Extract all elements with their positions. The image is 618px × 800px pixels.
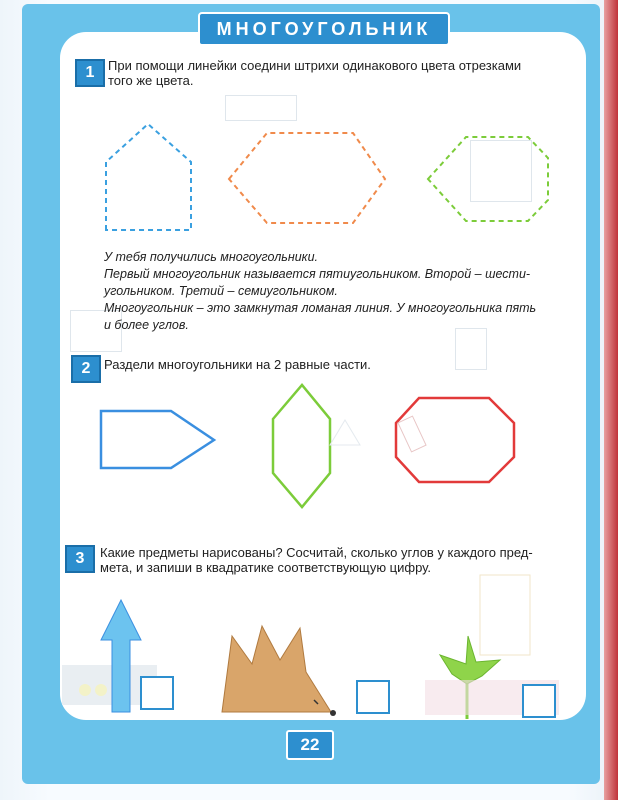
dashed-hexagon xyxy=(229,133,385,223)
blue-pentagon xyxy=(101,411,214,468)
explanation-line-4: Многоугольник – это замкнутая ломаная линия. У многоугольника пять xyxy=(104,301,537,315)
task-3-text xyxy=(100,545,533,575)
red-octagon xyxy=(396,398,514,482)
explanation-line-5: и более углов. xyxy=(104,318,189,332)
dashed-heptagon xyxy=(428,137,548,221)
task-3-line-2: мета, и запиши в квадратике соответствующую цифру. xyxy=(100,560,431,575)
explanation-line-2: Первый многоугольник называется пятиугольником. Второй – шести- xyxy=(104,267,531,281)
hedgehog xyxy=(222,626,331,712)
plant-leaves xyxy=(440,636,500,684)
show-through-shape xyxy=(330,420,360,445)
answer-box-arrow[interactable] xyxy=(140,676,174,710)
task-3-number: 3 xyxy=(65,545,95,573)
page-title: МНОГОУГОЛЬНИК xyxy=(198,12,450,46)
hedgehog-nose xyxy=(330,710,336,716)
dashed-pentagon xyxy=(106,124,191,230)
show-through-shape xyxy=(480,575,530,655)
task-2-text xyxy=(104,357,371,372)
answer-box-plant[interactable] xyxy=(522,684,556,718)
explanation-line-1: У тебя получились многоугольники. xyxy=(104,250,318,264)
answer-box-hedgehog[interactable] xyxy=(356,680,390,714)
task-1-number: 1 xyxy=(75,59,105,87)
explanation-line-3: угольником. Третий – семиугольником. xyxy=(104,284,338,298)
page-number: 22 xyxy=(286,730,334,760)
explanation-text xyxy=(104,249,574,334)
task-3-line-1: Какие предметы нарисованы? Сосчитай, сколько углов у каждого пред- xyxy=(100,545,533,560)
task-2-line-1: Раздели многоугольники на 2 равные части. xyxy=(104,357,371,372)
task-2-number: 2 xyxy=(71,355,101,383)
task-1-line-1: При помощи линейки соедини штрихи одинакового цвета отрезками xyxy=(108,58,522,73)
green-hexagon xyxy=(273,385,330,507)
task-1-line-2: того же цвета. xyxy=(108,73,194,88)
